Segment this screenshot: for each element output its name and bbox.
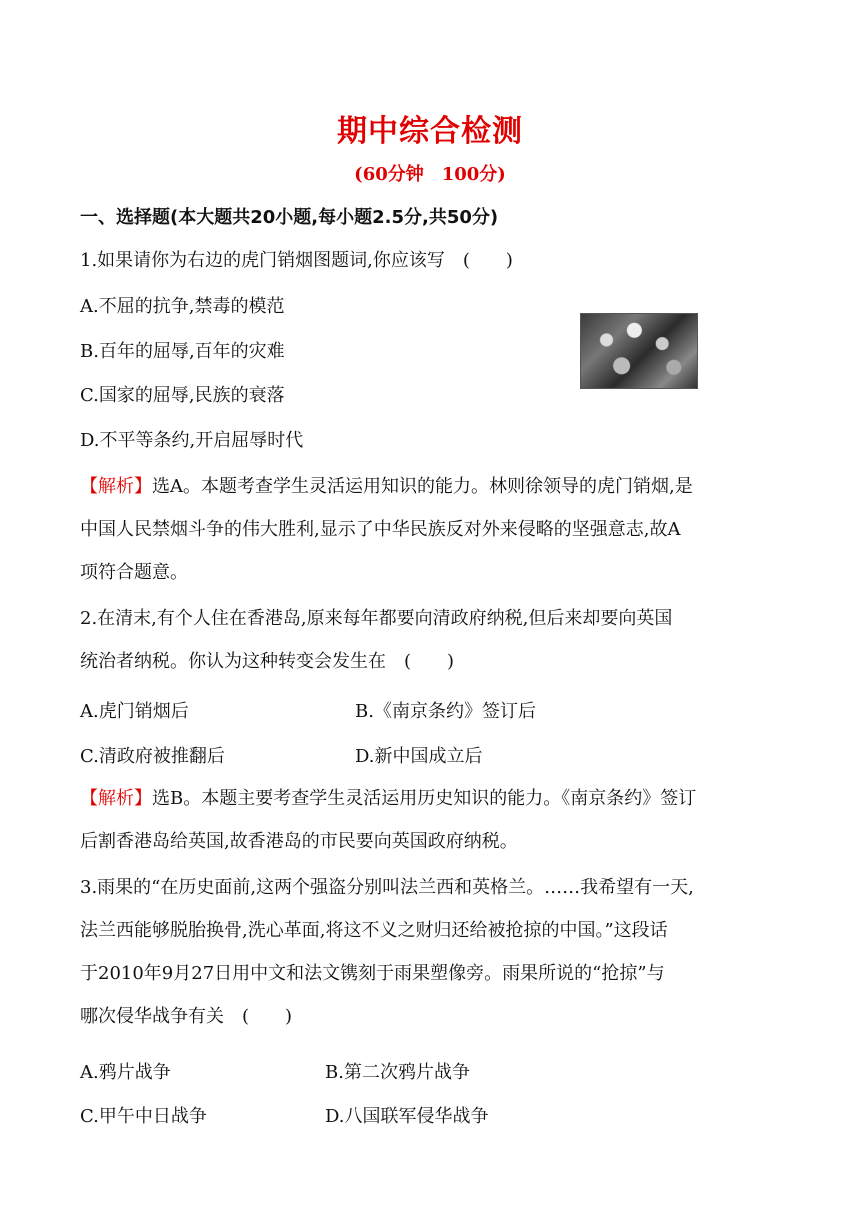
page-title: 期中综合检测 bbox=[337, 114, 523, 149]
question-1-option-b: B.百年的屈辱,百年的灾难 bbox=[80, 341, 285, 362]
question-1-option-a: A.不屈的抗争,禁毒的模范 bbox=[80, 296, 285, 317]
question-1-analysis bbox=[80, 465, 780, 594]
question-3-option-b: B.第二次鸦片战争 bbox=[325, 1062, 470, 1083]
analysis-line: 中国人民禁烟斗争的伟大胜利,显示了中华民族反对外来侵略的坚强意志,故A bbox=[80, 519, 681, 540]
humen-opium-destruction-image bbox=[580, 313, 698, 389]
exam-duration-score: (60分钟 100分) bbox=[354, 164, 506, 185]
question-2-option-a: A.虎门销烟后 bbox=[80, 701, 189, 722]
analysis-line: 【解析】选A。本题考查学生灵活运用知识的能力。林则徐领导的虎门销烟,是 bbox=[80, 476, 693, 497]
analysis-tag: 【解析】 bbox=[80, 476, 152, 497]
analysis-tag: 【解析】 bbox=[80, 788, 152, 809]
stem-line: 法兰西能够脱胎换骨,洗心革面,将这不义之财归还给被抢掠的中国。”这段话 bbox=[80, 920, 668, 941]
question-3-option-d: D.八国联军侵华战争 bbox=[325, 1106, 489, 1127]
question-2-option-b: B.《南京条约》签订后 bbox=[355, 701, 536, 722]
question-2-option-c: C.清政府被推翻后 bbox=[80, 746, 225, 767]
stem-line: 统治者纳税。你认为这种转变会发生在 ( ) bbox=[80, 651, 455, 672]
stem-line: 于2010年9月27日用中文和法文镌刻于雨果塑像旁。雨果所说的“抢掠”与 bbox=[80, 963, 665, 984]
question-3-stem bbox=[80, 866, 780, 1038]
question-2-stem bbox=[80, 597, 780, 683]
question-1-option-c: C.国家的屈辱,民族的衰落 bbox=[80, 385, 285, 406]
question-1-option-d: D.不平等条约,开启屈辱时代 bbox=[80, 430, 304, 451]
analysis-line: 项符合题意。 bbox=[80, 562, 188, 583]
question-2-option-d: D.新中国成立后 bbox=[355, 746, 483, 767]
question-1-stem: 1.如果请你为右边的虎门销烟图题词,你应该写 ( ) bbox=[80, 250, 513, 271]
question-3-option-a: A.鸦片战争 bbox=[80, 1062, 171, 1083]
analysis-line: 【解析】选B。本题主要考查学生灵活运用历史知识的能力。《南京条约》签订 bbox=[80, 788, 697, 809]
section-heading: 一、选择题(本大题共20小题,每小题2.5分,共50分) bbox=[80, 207, 499, 228]
question-3-option-c: C.甲午中日战争 bbox=[80, 1106, 207, 1127]
stem-line: 哪次侵华战争有关 ( ) bbox=[80, 1006, 293, 1027]
analysis-line: 后割香港岛给英国,故香港岛的市民要向英国政府纳税。 bbox=[80, 831, 518, 852]
stem-line: 2.在清末,有个人住在香港岛,原来每年都要向清政府纳税,但后来却要向英国 bbox=[80, 608, 673, 629]
question-2-analysis bbox=[80, 777, 780, 863]
stem-line: 3.雨果的“在历史面前,这两个强盗分别叫法兰西和英格兰。……我希望有一天, bbox=[80, 877, 694, 898]
